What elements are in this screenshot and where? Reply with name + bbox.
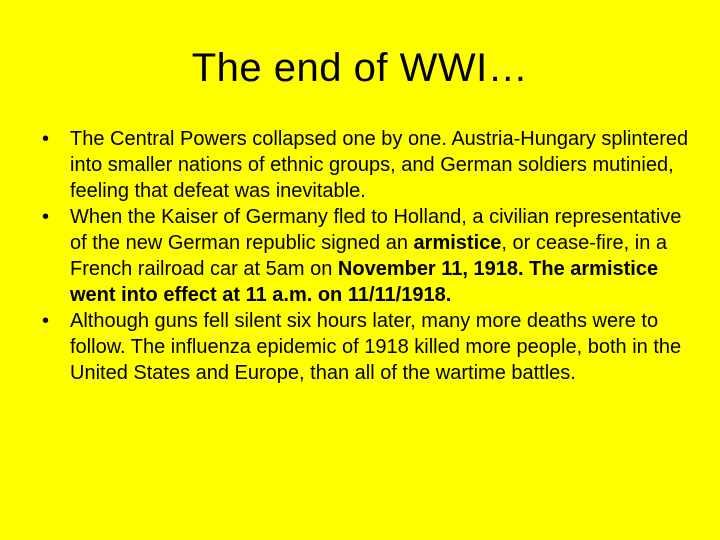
bullet-text: When the Kaiser of Germany fled to Holland, a civilian representative of the new German republic signed an (70, 206, 682, 254)
slide-title: The end of WWI… (191, 46, 529, 90)
bullet-list (42, 126, 692, 386)
bullet-item (42, 204, 692, 308)
bullet-text: , or cease-fire, in a French railroad car at 5am on (70, 232, 668, 280)
bullet-item (42, 308, 692, 386)
bullet-text: Although guns fell silent six hours later, many more deaths were to follow. The influenza epidemic of 1918 killed more people, both in the United States and Europe, than all of the wartime battles. (70, 310, 682, 384)
bullet-text-bold: November 11, 1918. The armistice went into effect at 11 a.m. on 11/11/1918. (70, 258, 659, 306)
bullet-item (42, 126, 692, 204)
bullet-text: The Central Powers collapsed one by one. Austria-Hungary splintered into smaller nations of ethnic groups, and German soldiers mutinied, feeling that defeat was inevitable. (70, 128, 689, 202)
bullet-dot-icon: • (42, 310, 50, 332)
bullet-dot-icon: • (42, 206, 50, 228)
bullet-dot-icon: • (42, 128, 50, 150)
bullet-text-bold: armistice (413, 232, 502, 254)
